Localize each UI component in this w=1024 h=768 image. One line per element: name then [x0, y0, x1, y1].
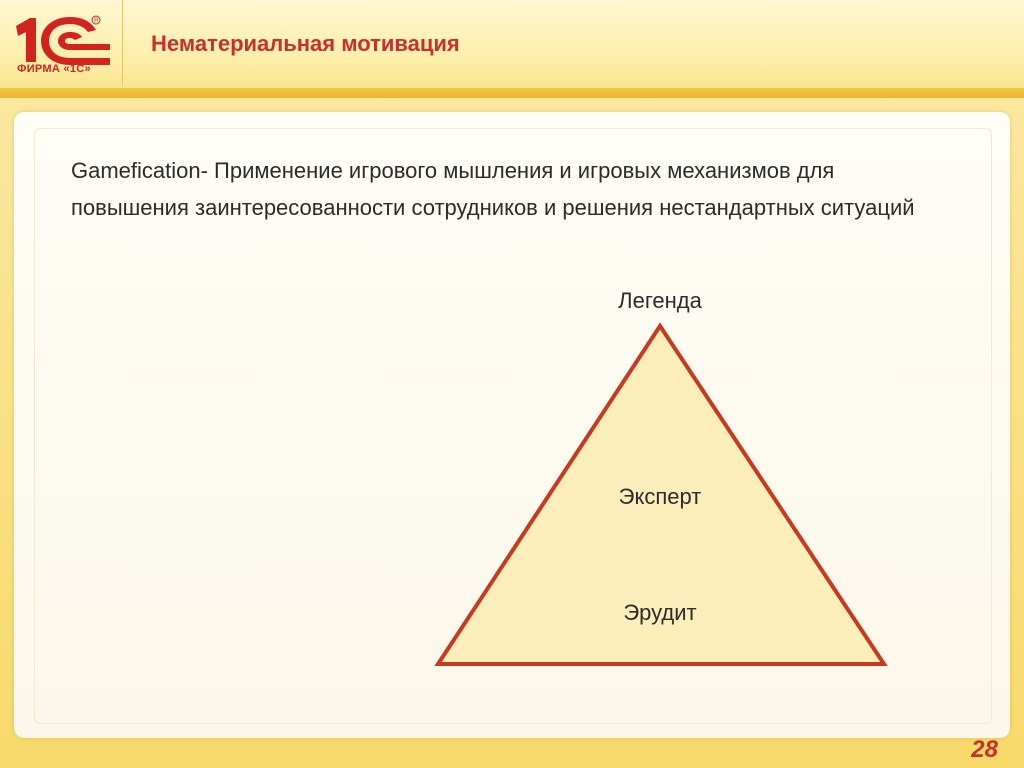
definition-paragraph: Gamefication- Применение игрового мышления и игровых механизмов для повышения заинтересованности сотрудников и решения нестандартных ситуаций — [71, 158, 915, 220]
header-divider — [122, 0, 123, 86]
slide-title: Нематериальная мотивация — [151, 31, 460, 56]
logo-caption: ФИРМА «1С» — [17, 63, 91, 75]
svg-text:R: R — [94, 18, 99, 25]
header-stripe — [0, 88, 1024, 98]
pyramid-level-bottom: Эрудит — [623, 600, 697, 625]
pyramid-level-middle: Эксперт — [618, 484, 702, 509]
page-number: 28 — [971, 736, 998, 763]
pyramid-level-top: Легенда — [618, 288, 702, 313]
